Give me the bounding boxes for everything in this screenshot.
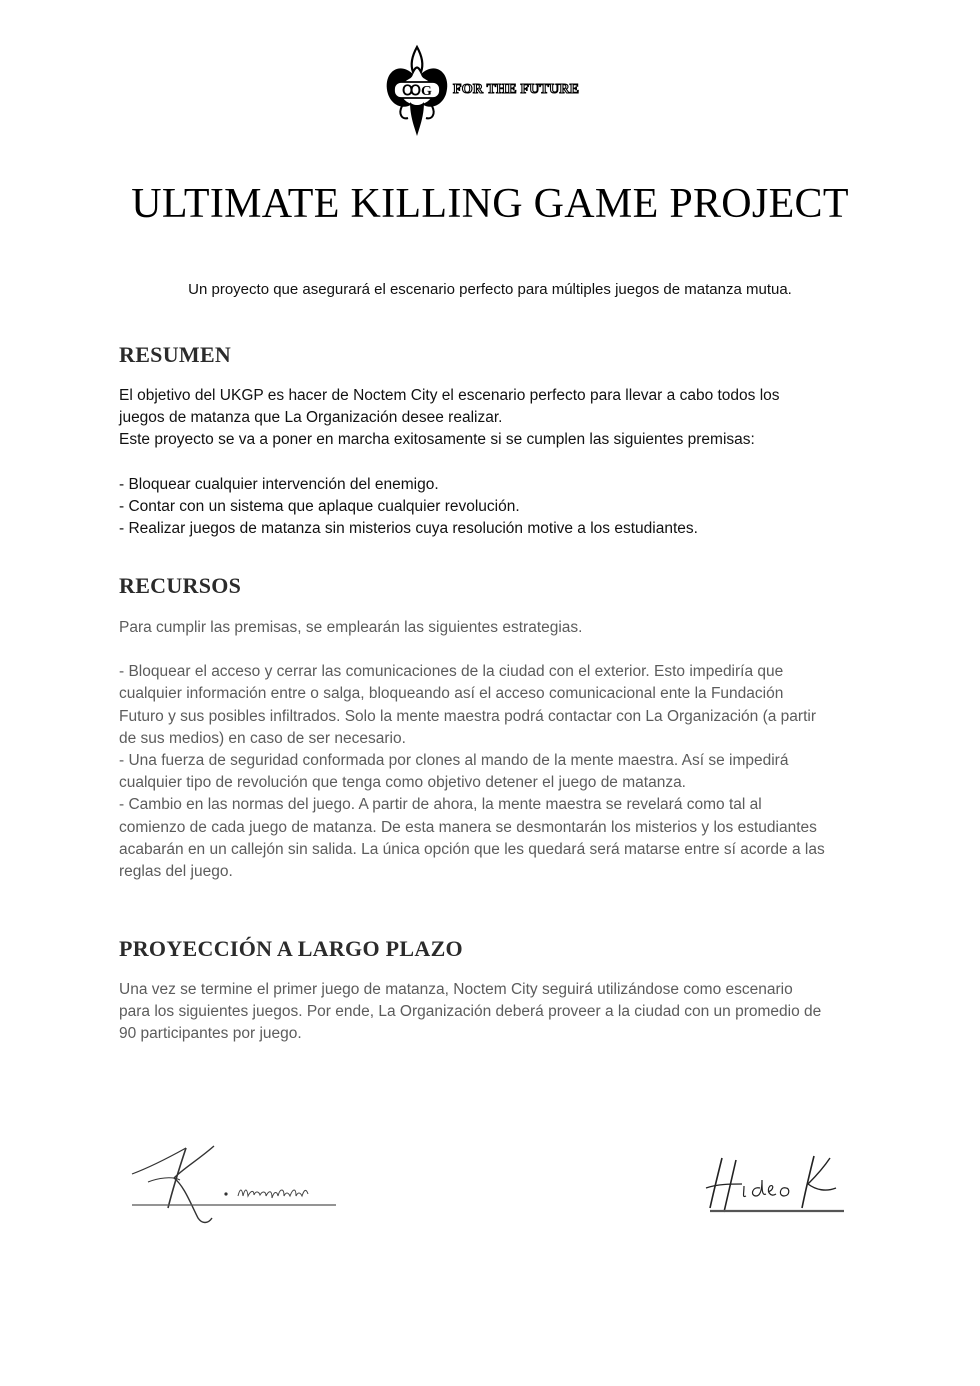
- svg-text:ꝎG: ꝎG: [402, 84, 432, 99]
- resumen-body: [119, 385, 879, 540]
- paragraph-line: cualquier tipo de revolución que tenga como objetivo detener el juego de matanza.: [119, 774, 686, 792]
- paragraph-line: comienzo de cada juego de matanza. De esta manera se desmontarán los misterios y los estudiantes: [119, 818, 817, 836]
- signature-right: [700, 1150, 860, 1222]
- paragraph-line: - Bloquear el acceso y cerrar las comunicaciones de la ciudad con el exterior. Esto impediría que: [119, 663, 784, 681]
- list-item: - Bloquear cualquier intervención del enemigo.: [119, 475, 439, 493]
- paragraph-line: juegos de matanza que La Organización desee realizar.: [119, 409, 503, 427]
- section-heading-resumen: RESUMEN: [119, 342, 232, 367]
- brand-text: FOR THE FUTURE: [453, 82, 580, 97]
- paragraph-line: Una vez se termine el primer juego de matanza, Noctem City seguirá utilizándose como escenario: [119, 981, 793, 998]
- paragraph-line: El objetivo del UKGP es hacer de Noctem City el escenario perfecto para llevar a cabo todos los: [119, 387, 780, 404]
- list-item: - Contar con un sistema que aplaque cualquier revolución.: [119, 497, 520, 515]
- document-title: ULTIMATE KILLING GAME PROJECT: [131, 181, 849, 227]
- paragraph-line: Este proyecto se va a poner en marcha exitosamente si se cumplen las siguientes premisas:: [119, 431, 755, 449]
- list-item: - Realizar juegos de matanza sin misterios cuya resolución motive a los estudiantes.: [119, 520, 698, 538]
- paragraph-line: 90 participantes por juego.: [119, 1025, 302, 1043]
- recursos-body: [119, 617, 879, 883]
- paragraph-line: reglas del juego.: [119, 863, 233, 881]
- paragraph-line: acabarán en un callejón sin salida. La única opción que les quedará será matarse entre sí acorde a las: [119, 840, 825, 858]
- paragraph-line: de sus medios) en caso de ser necesario.: [119, 729, 406, 747]
- section-heading-proyeccion: PROYECCIÓN A LARGO PLAZO: [119, 936, 463, 961]
- document-subtitle: Un proyecto que asegurará el escenario perfecto para múltiples juegos de matanza mutua.: [188, 281, 792, 298]
- section-heading-recursos: RECURSOS: [119, 573, 242, 598]
- paragraph-line: cualquier información entre o salga, bloqueando así el acceso comunicacional ente la Fundación: [119, 685, 784, 703]
- paragraph-line: - Una fuerza de seguridad conformada por clones al mando de la mente maestra. Así se impedirá: [119, 752, 789, 770]
- paragraph-line: Futuro y sus posibles infiltrados. Solo la mente maestra podrá contactar con La Organización (a partir: [119, 707, 816, 725]
- paragraph-line: Para cumplir las premisas, se emplearán las siguientes estrategias.: [119, 619, 583, 636]
- paragraph-line: - Cambio en las normas del juego. A partir de ahora, la mente maestra se revelará como tal al: [119, 796, 762, 814]
- signature-left: [128, 1138, 348, 1233]
- paragraph-line: para los siguientes juegos. Por ende, La Organización deberá proveer a la ciudad con un promedio de: [119, 1003, 822, 1021]
- proyeccion-body: [119, 979, 879, 1046]
